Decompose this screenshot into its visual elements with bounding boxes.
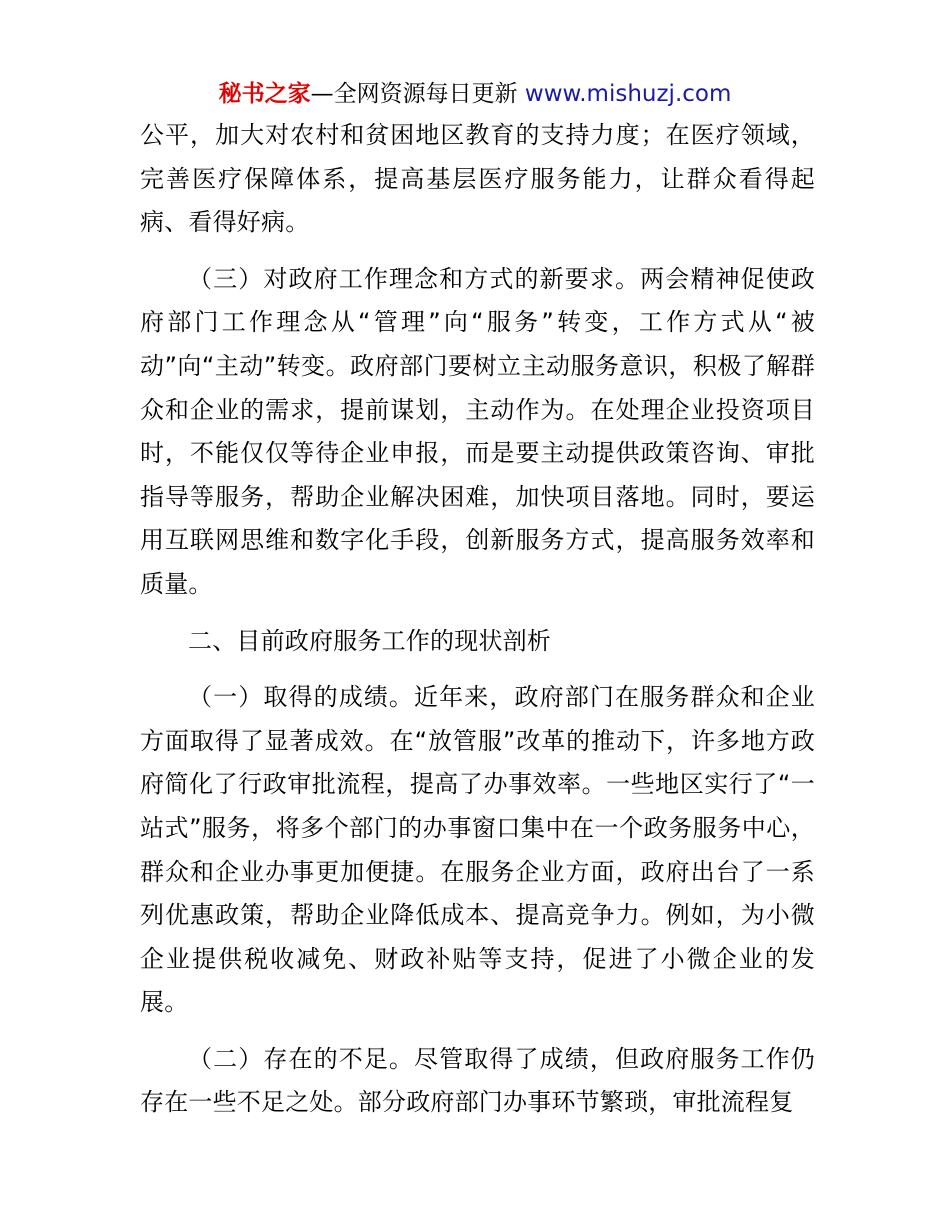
site-url-link[interactable]: www.mishuzj.com: [524, 81, 732, 107]
site-brand: 秘书之家: [218, 81, 311, 107]
site-tagline: —全网资源每日更新: [310, 81, 525, 107]
document-body: [140, 114, 815, 1138]
paragraph-shortcomings: （二）存在的不足。尽管取得了成绩，但政府服务工作仍存在一些不足之处。部分政府部门办事环节繁琐，审批流程复: [140, 1044, 815, 1117]
page-header: [0, 78, 950, 110]
section-heading: 二、目前政府服务工作的现状剖析: [188, 626, 551, 655]
paragraph-achievements: （一）取得的成绩。近年来，政府部门在服务群众和企业方面取得了显著成效。在“放管服”改革的推动下，许多地方政府简化了行政审批流程，提高了办事效率。一些地区实行了“一站式”服务，将多个部门的办事窗口集中在一个政务服务中心，群众和企业办事更加便捷。在服务企业方面，政府出台了一系列优惠政策，帮助企业降低成本、提高竞争力。例如，为小微企业提供税收减免、财政补贴等支持，促进了小微企业的发展。: [140, 683, 815, 1017]
paragraph-section-three: （三）对政府工作理念和方式的新要求。两会精神促使政府部门工作理念从“管理”向“服务”转变，工作方式从“被动”向“主动”转变。政府部门要树立主动服务意识，积极了解群众和企业的需求，提前谋划，主动作为。在处理企业投资项目时，不能仅仅等待企业申报，而是要主动提供政策咨询、审批指导等服务，帮助企业解决困难，加快项目落地。同时，要运用互联网思维和数字化手段，创新服务方式，提高服务效率和质量。: [140, 264, 815, 598]
paragraph-continuation: 公平，加大对农村和贫困地区教育的支持力度；在医疗领域，完善医疗保障体系，提高基层医疗服务能力，让群众看得起病、看得好病。: [140, 121, 815, 237]
